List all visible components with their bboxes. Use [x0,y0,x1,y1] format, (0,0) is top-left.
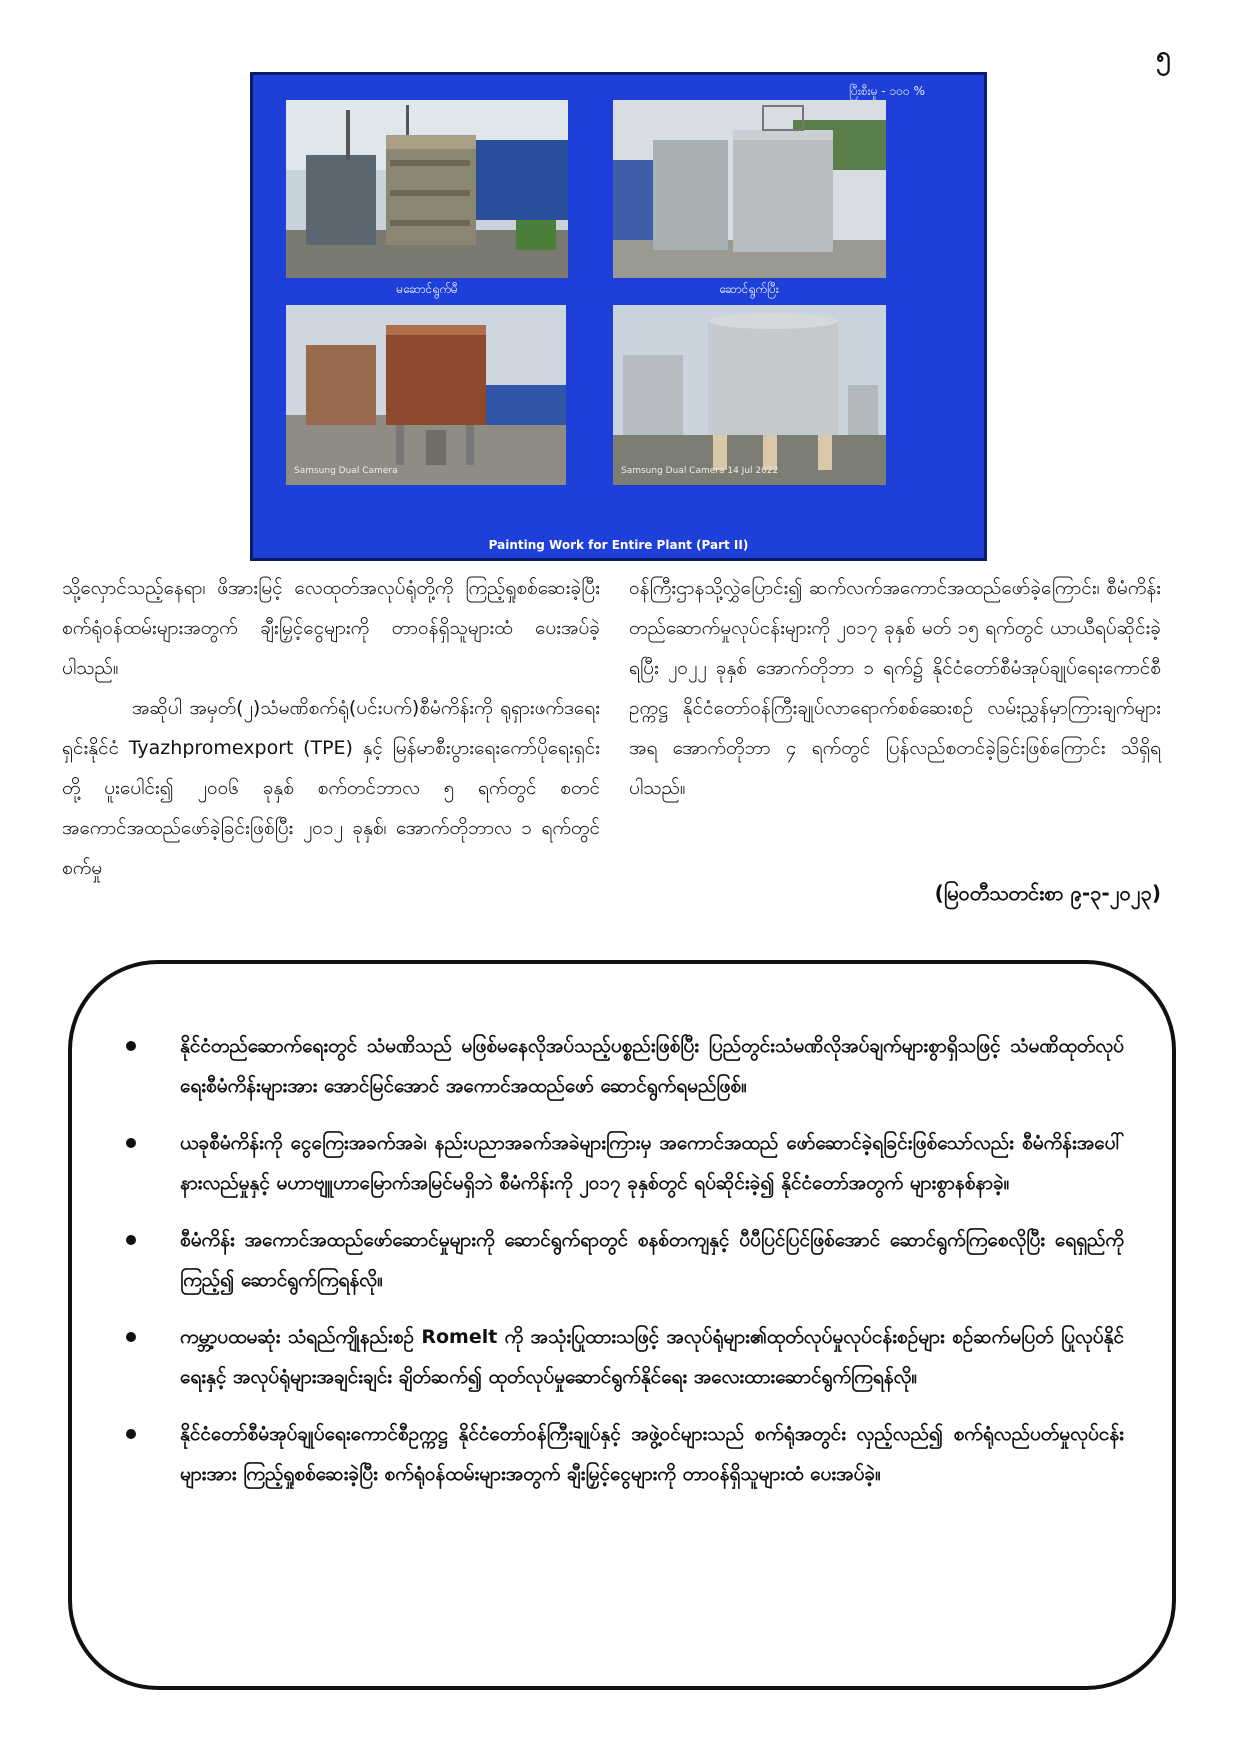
article-paragraph: သို့လှောင်သည့်နေရာ၊ ဖိအားမြင့် လေထုတ်အလုပ်ရုံတို့ကို ကြည့်ရှုစစ်ဆေးခဲ့ပြီး စက်ရုံဝန်ထမ်းများအတွက် ချီးမြှင့်ငွေများကို တာဝန်ရှိသူများထံ ပေးအပ်ခဲ့ပါသည်။ [62,577,600,679]
summary-item: နိုင်ငံတော်စီမံအုပ်ချုပ်ရေးကောင်စီဥက္ကဋ္ဌ နိုင်ငံတော်ဝန်ကြီးချုပ်နှင့် အဖွဲ့ဝင်များသည် စက်ရုံအတွင်း လှည့်လည်၍ စက်ရုံလည်ပတ်မှုလုပ်ငန်းများအား ကြည့်ရှုစစ်ဆေးခဲ့ပြီး စက်ရုံဝန်ထမ်းများအတွက် ချီးမြှင့်ငွေများကို တာဝန်ရှိသူများထံ ပေးအပ်ခဲ့။ [118,1414,1124,1494]
summary-item: ကမ္ဘာ့ပထမဆုံး သံရည်ကျိုနည်းစဉ် Romelt ကို အသုံးပြုထားသဖြင့် အလုပ်ရုံများ၏ထုတ်လုပ်မှုလုပ်ငန်းစဉ်များ စဉ်ဆက်မပြတ် ပြုလုပ်နိုင်ရေးနှင့် အလုပ်ရုံများအချင်းချင်း ချိတ်ဆက်၍ ထုတ်လုပ်မှုဆောင်ရွက်နိုင်ရေး အလေးထားဆောင်ရွက်ကြရန်လို။ [118,1317,1124,1397]
bullet-icon [126,1429,136,1439]
photo-before-tanks-1 [286,100,568,278]
camera-stamp: Samsung Dual Camera 14 Jul 2022 [621,466,779,476]
camera-stamp: Samsung Dual Camera [294,466,398,476]
article-column-left [62,568,600,888]
article-paragraph: ဝန်ကြီးဌာနသို့လွှဲပြောင်း၍ ဆက်လက်အကောင်အထည်ဖော်ခဲ့ကြောင်း၊ စီမံကိန်းတည်ဆောက်မှုလုပ်ငန်းများကို ၂၀၁၇ ခုနှစ် မတ် ၁၅ ရက်တွင် ယာယီရပ်ဆိုင်းခဲ့ရပြီး ၂၀၂၂ ခုနှစ် အောက်တိုဘာ ၁ ရက်၌ နိုင်ငံတော်စီမံအုပ်ချုပ်ရေးကောင်စီဥက္ကဋ္ဌ နိုင်ငံတော်ဝန်ကြီးချုပ်လာရောက်စစ်ဆေးစဉ် လမ်းညွှန်မှာကြားချက်များအရ အောက်တိုဘာ ၄ ရက်တွင် ပြန်လည်စတင်ခဲ့ခြင်းဖြစ်ကြောင်း သိရှိရပါသည်။ [629,577,1161,799]
bullet-icon [126,1332,136,1342]
bullet-icon [126,1041,136,1051]
photo-caption-after: ဆောင်ရွက်ပြီး [719,282,779,296]
article-column-right [629,568,1161,808]
progress-label: ပြီးစီးမှု - ၁၀၀ % [849,84,925,98]
photo-caption-before: မဆောင်ရွက်မီ [396,282,458,296]
summary-item: စီမံကိန်း အကောင်အထည်ဖော်ဆောင်မှုများကို ဆောင်ရွက်ရာတွင် စနစ်တကျနှင့် ပီပီပြင်ပြင်ဖြစ်အောင် ဆောင်ရွက်ကြစေလိုပြီး ရေရှည်ကိုကြည့်၍ ဆောင်ရွက်ကြရန်လို။ [118,1220,1124,1300]
summary-list [118,1026,1124,1511]
page-number: ၅ [1156,41,1171,71]
photo-before-tanks-2 [286,305,566,485]
photo-collage-panel [250,72,987,561]
article-paragraph: အဆိုပါ အမှတ်(၂)သံမဏိစက်ရုံ(ပင်းပက်)စီမံကိန်းကို ရုရှားဖက်ဒရေးရှင်းနိုင်ငံ Tyazhpromexport (TPE) နှင့် မြန်မာစီးပွားရေးကော်ပိုရေးရှင်းတို့ ပူးပေါင်း၍ ၂၀၀၆ ခုနှစ် စက်တင်ဘာလ ၅ ရက်တွင် စတင်အကောင်အထည်ဖော်ခဲ့ခြင်းဖြစ်ပြီး ၂၀၁၂ ခုနှစ်၊ အောက်တိုဘာလ ၁ ရက်တွင် စက်မှု [62,697,600,879]
panel-title: Painting Work for Entire Plant (Part II) [488,538,749,552]
summary-box [68,960,1176,1690]
photo-after-tanks-2 [613,305,886,485]
photo-after-tanks-1 [613,100,886,278]
article-source: (မြဝတီသတင်းစာ ၉-၃-၂၀၂၃) [934,881,1161,905]
summary-item: ယခုစီမံကိန်းကို ငွေကြေးအခက်အခဲ၊ နည်းပညာအခက်အခဲများကြားမှ အကောင်အထည် ဖော်ဆောင်ခဲ့ရခြင်းဖြစ်သော်လည်း စီမံကိန်းအပေါ် နားလည်မှုနှင့် မဟာဗျူဟာမြောက်အမြင်မရှိဘဲ စီမံကိန်းကို ၂၀၁၇ ခုနှစ်တွင် ရပ်ဆိုင်းခဲ့၍ နိုင်ငံတော်အတွက် များစွာနစ်နာခဲ့။ [118,1123,1124,1203]
bullet-icon [126,1235,136,1245]
bullet-icon [126,1138,136,1148]
summary-item: နိုင်ငံတည်ဆောက်ရေးတွင် သံမဏိသည် မဖြစ်မနေလိုအပ်သည့်ပစ္စည်းဖြစ်ပြီး ပြည်တွင်းသံမဏိလိုအပ်ချက်များစွာရှိသဖြင့် သံမဏိထုတ်လုပ်ရေးစီမံကိန်းများအား အောင်မြင်အောင် အကောင်အထည်ဖော် ဆောင်ရွက်ရမည်ဖြစ်။ [118,1026,1124,1106]
